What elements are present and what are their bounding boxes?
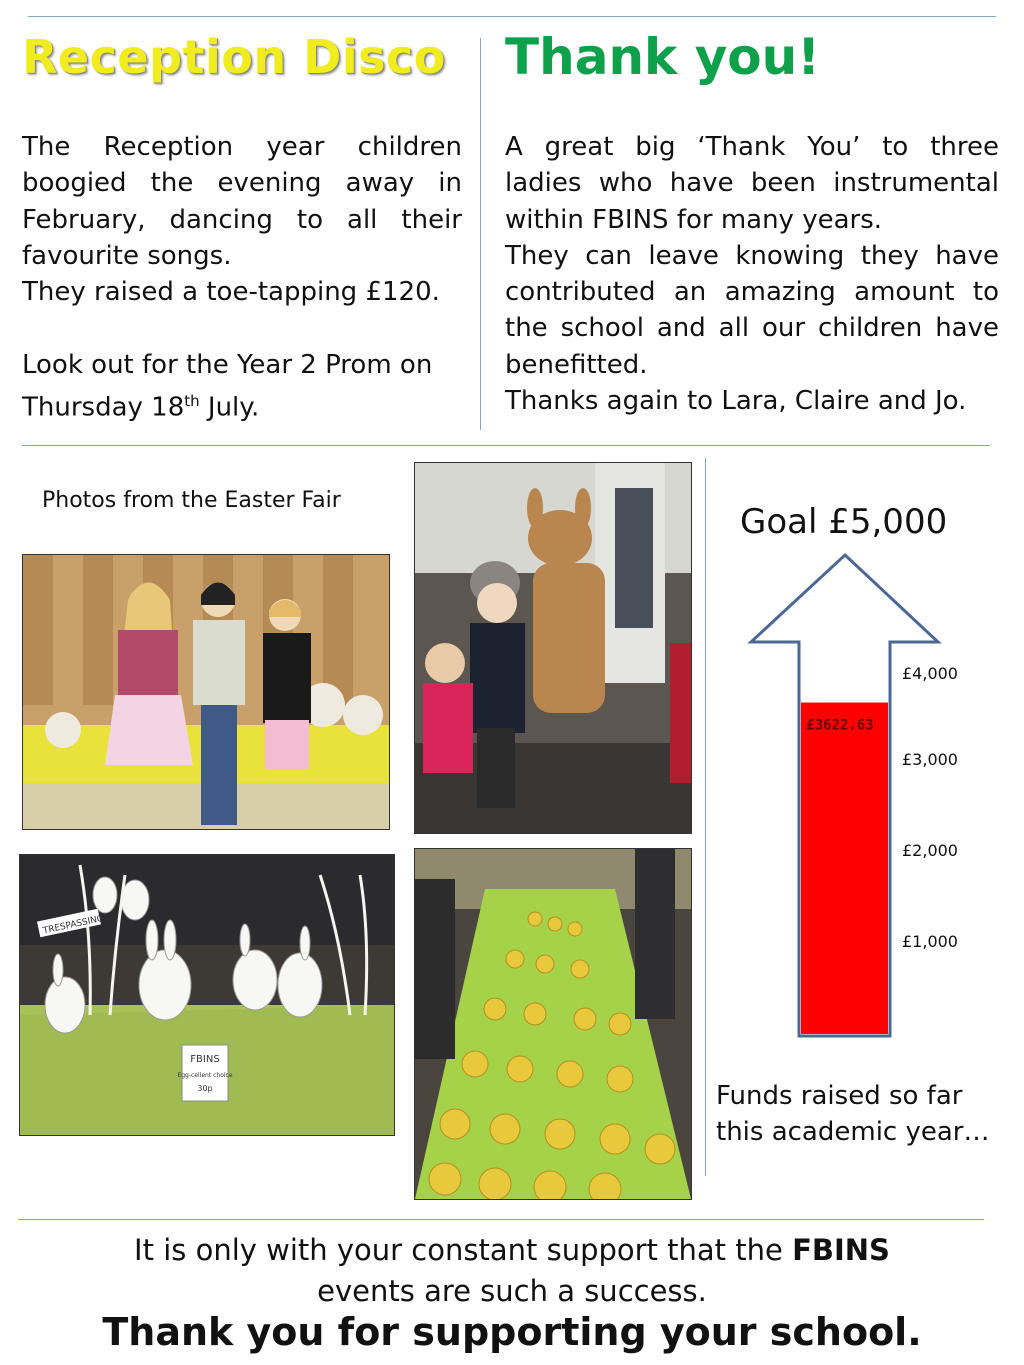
photo-label-line-1: FBINS: [190, 1054, 220, 1065]
column-divider-top: [480, 38, 481, 430]
reception-disco-text: [22, 129, 462, 426]
closing-message: Thank you for supporting your school.: [102, 1310, 922, 1354]
column-divider-bottom: [705, 458, 706, 1176]
funds-caption-line-2: this academic year…: [716, 1117, 990, 1147]
tick-label-4000: £4,000: [902, 664, 958, 683]
reception-paragraph-2: They raised a toe-tapping £120.: [22, 277, 440, 308]
thank-you-text: [505, 129, 999, 419]
support-message: [0, 1230, 1024, 1312]
thank-you-paragraph-1: A great big ‘Thank You’ to three ladies who have been instrumental within FBINS for many years.: [505, 132, 999, 235]
top-divider: [28, 16, 996, 17]
photos-caption: Photos from the Easter Fair: [42, 488, 341, 513]
support-text-fbins: FBINS: [792, 1233, 890, 1267]
photo-easter-bunny-mascot: [414, 462, 692, 834]
thank-you-paragraph-2: They can leave knowing they have contributed an amazing amount to the school and all our children have benefitted.: [505, 240, 999, 380]
goal-label: Goal £5,000: [740, 502, 948, 542]
funds-caption-line-1: Funds raised so far: [716, 1081, 963, 1111]
thermometer-fill: [801, 703, 888, 1034]
thermometer-raised-value: £3622.63: [806, 717, 874, 734]
photo-three-ladies: [22, 554, 390, 830]
photo-label-line-3: 30p: [197, 1084, 213, 1093]
thank-you-paragraph-3: Thanks again to Lara, Claire and Jo.: [505, 386, 967, 417]
reception-disco-heading: Reception Disco: [22, 30, 446, 84]
tick-label-2000: £2,000: [902, 841, 958, 860]
thank-you-heading: Thank you!: [505, 28, 821, 86]
reception-paragraph-1: The Reception year children boogied the evening away in February, dancing to all their favourite songs.: [22, 132, 462, 271]
photo-rabbit-display: [19, 854, 395, 1136]
tick-label-1000: £1,000: [902, 932, 958, 951]
photo-cake-table: [414, 848, 692, 1200]
support-text-after: events are such a success.: [317, 1274, 707, 1308]
photo-sign-text: TRESPASSING: [42, 913, 105, 937]
middle-divider: [22, 445, 990, 446]
funds-caption: [716, 1078, 989, 1150]
fundraising-thermometer: [740, 550, 950, 1050]
photo-label-line-2: Egg-cellent choice: [177, 1072, 233, 1079]
support-text-before: It is only with your constant support that the: [134, 1233, 793, 1267]
reception-paragraph-3: Look out for the Year 2 Prom on Thursday 18th July.: [22, 349, 433, 423]
tick-label-3000: £3,000: [902, 750, 958, 769]
bottom-divider: [18, 1219, 984, 1220]
